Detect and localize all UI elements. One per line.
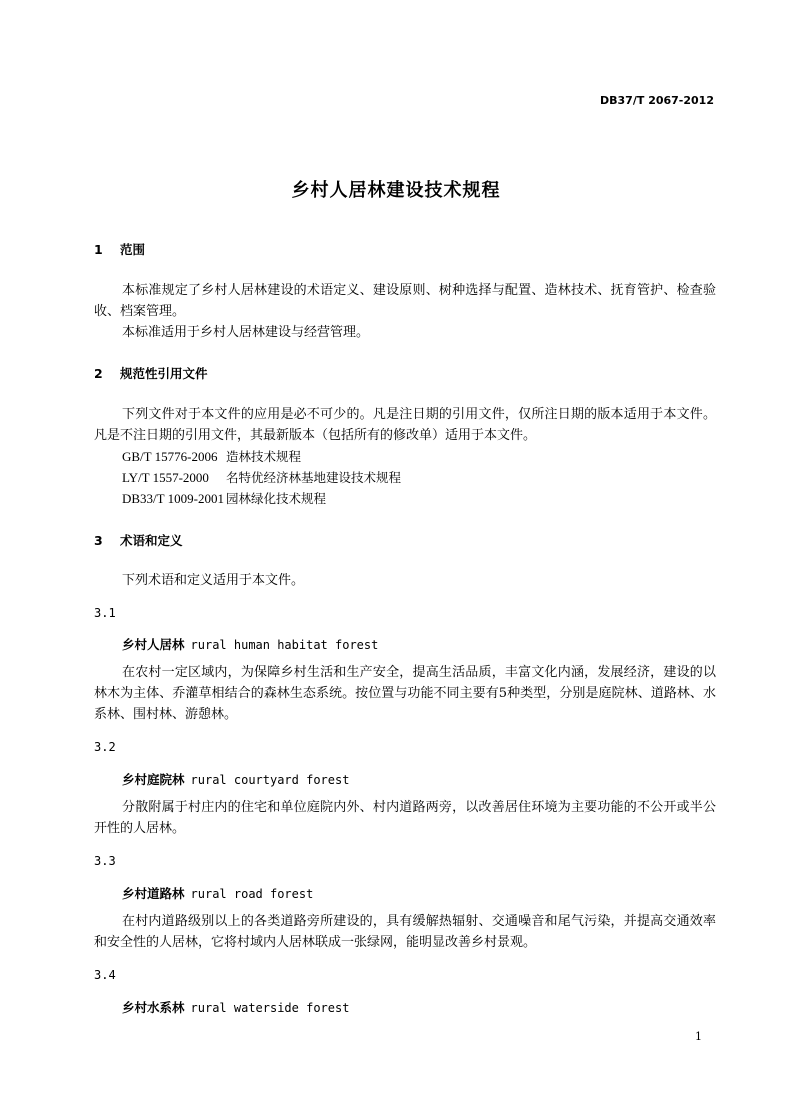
term-number: 3.1	[94, 606, 116, 620]
term-chinese: 乡村人居林	[122, 637, 185, 652]
term-chinese: 乡村水系林	[122, 1000, 185, 1015]
reference-item	[122, 488, 326, 509]
reference-code: DB33/T 1009-2001	[122, 491, 224, 506]
section-number: 3	[94, 533, 103, 548]
reference-code: LY/T 1557-2000	[122, 470, 209, 485]
section-2-paragraph-1: 下列文件对于本文件的应用是必不可少的。凡是注日期的引用文件，仅所注日期的版本适用于本文件。凡是不注日期的引用文件，其最新版本（包括所有的修改单）适用于本文件。	[94, 407, 716, 443]
term-chinese: 乡村庭院林	[122, 772, 185, 787]
section-number: 2	[94, 366, 103, 381]
term-english: rural waterside forest	[190, 1001, 350, 1015]
reference-item	[122, 467, 401, 488]
reference-item	[122, 446, 301, 467]
term-number: 3.3	[94, 854, 116, 868]
section-number: 1	[94, 242, 103, 257]
section-2-heading	[94, 364, 208, 382]
section-3-heading	[94, 531, 183, 549]
term-english: rural courtyard forest	[190, 773, 350, 787]
term-definition: 分散附属于村庄内的住宅和单位庭院内外、村内道路两旁，以改善居住环境为主要功能的不公开或半公开性的人居林。	[94, 800, 716, 836]
term-chinese: 乡村道路林	[122, 886, 185, 901]
term-english: rural human habitat forest	[190, 638, 379, 652]
section-title: 术语和定义	[120, 533, 183, 548]
term-english: rural road forest	[190, 887, 314, 901]
page-number: 1	[695, 1030, 702, 1043]
section-1-heading	[94, 240, 145, 258]
term-number: 3.2	[94, 740, 116, 754]
section-3-intro: 下列术语和定义适用于本文件。	[122, 573, 305, 588]
reference-code: GB/T 15776-2006	[122, 449, 218, 464]
term-heading	[122, 635, 378, 653]
term-heading	[122, 884, 313, 902]
document-title: 乡村人居林建设技术规程	[291, 180, 501, 201]
section-title: 规范性引用文件	[120, 366, 208, 381]
reference-name: 造林技术规程	[226, 449, 302, 464]
term-definition: 在村内道路级别以上的各类道路旁所建设的，具有缓解热辐射、交通噪音和尾气污染，并提高交通效率和安全性的人居林，它将村域内人居林联成一张绿网，能明显改善乡村景观。	[94, 914, 716, 950]
section-title: 范围	[120, 242, 146, 257]
term-definition: 在农村一定区域内，为保障乡村生活和生产安全，提高生活品质，丰富文化内涵，发展经济，建设的以林木为主体、乔灌草相结合的森林生态系统。按位置与功能不同主要有5种类型，分别是庭院林、道路林、水系林、围村林、游憩林。	[94, 665, 716, 722]
standard-code: DB37/T 2067-2012	[600, 94, 714, 107]
section-1-paragraph-1: 本标准规定了乡村人居林建设的术语定义、建设原则、树种选择与配置、造林技术、抚育管护、检查验收、档案管理。	[94, 283, 716, 319]
reference-name: 园林绿化技术规程	[226, 491, 327, 506]
term-number: 3.4	[94, 968, 116, 982]
term-heading	[122, 770, 349, 788]
term-heading	[122, 998, 349, 1016]
section-1-paragraph-2: 本标准适用于乡村人居林建设与经营管理。	[122, 325, 370, 340]
reference-name: 名特优经济林基地建设技术规程	[226, 470, 402, 485]
